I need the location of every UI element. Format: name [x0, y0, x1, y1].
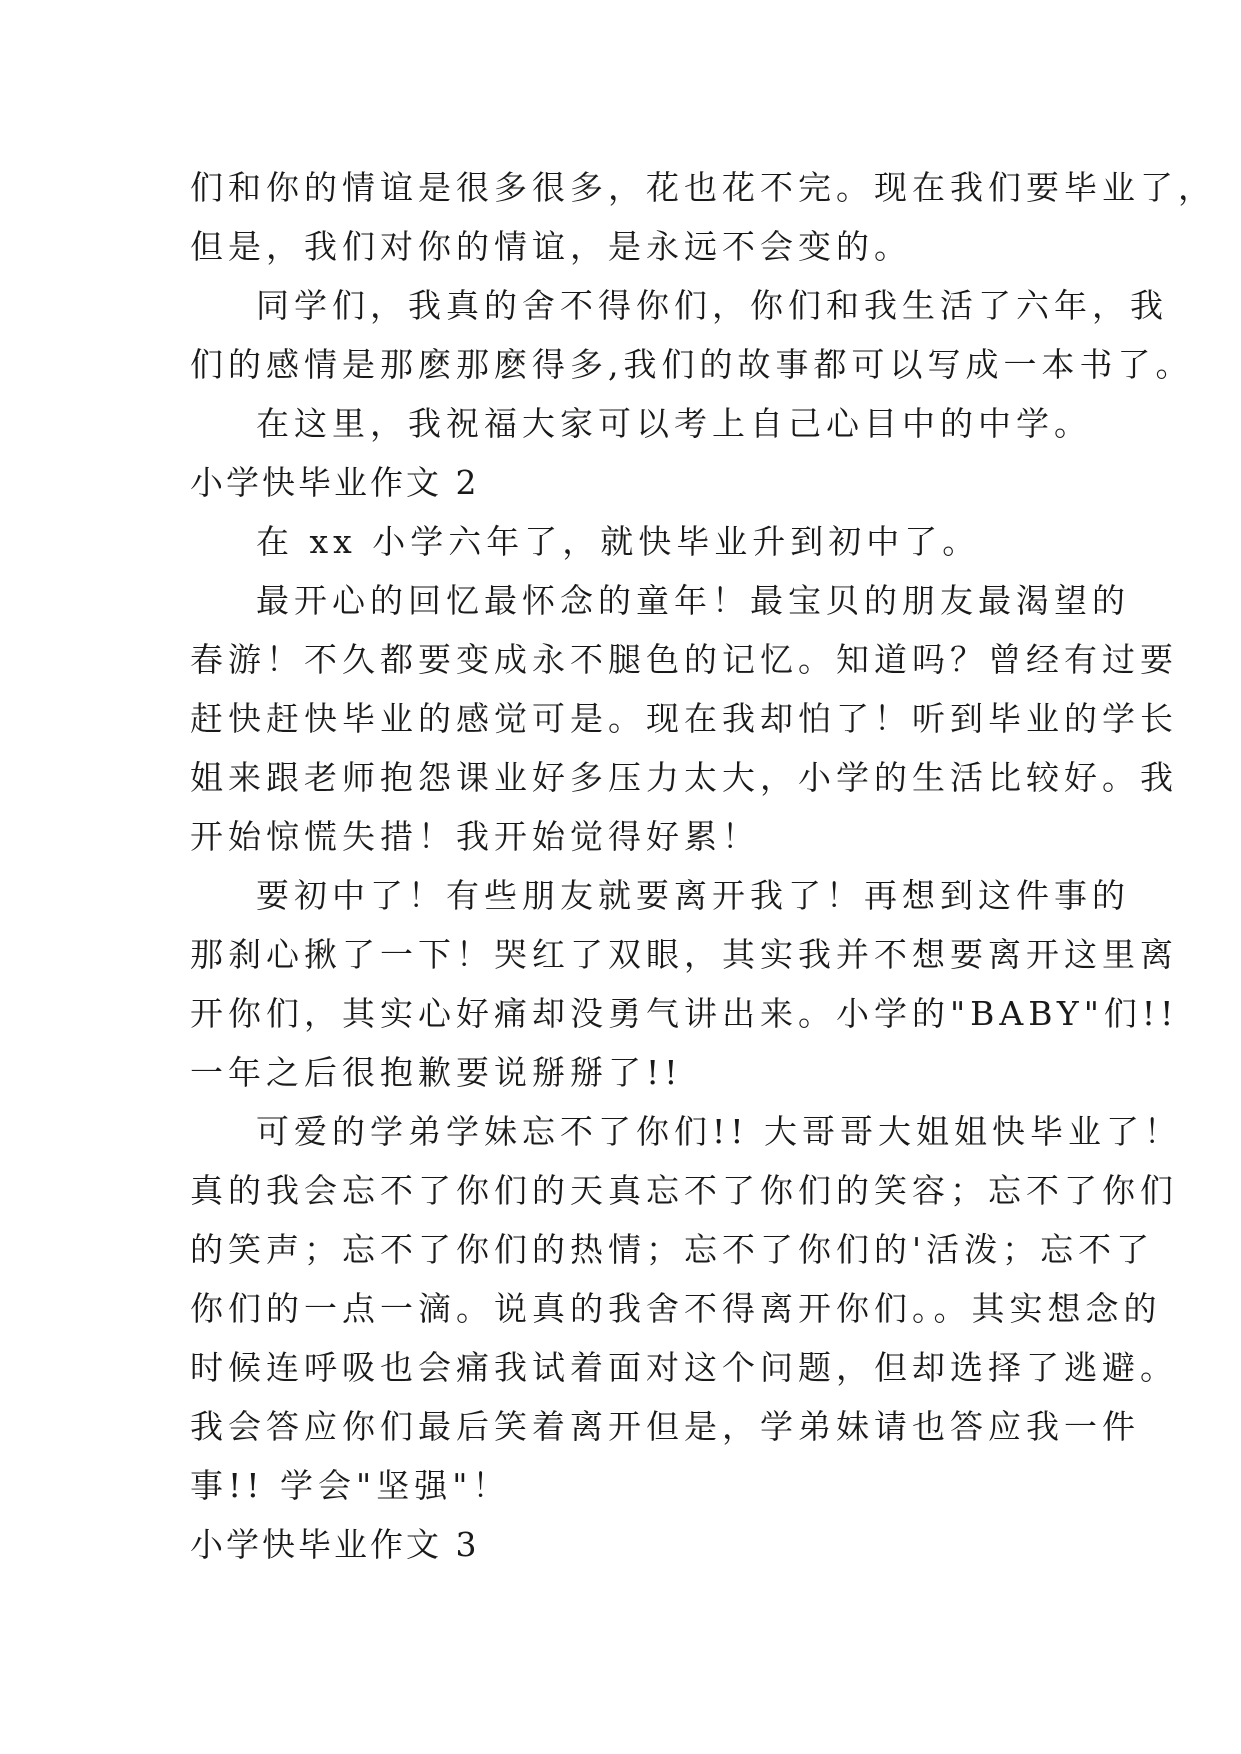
- document-body: [190, 158, 1216, 1574]
- text-line: 事!! 学会"坚强"！: [190, 1466, 511, 1505]
- text-line: 开你们，其实心好痛却没勇气讲出来。小学的"BABY"们!!: [190, 994, 1179, 1033]
- text-line: 那刹心揪了一下！哭红了双眼，其实我并不想要离开这里离: [190, 935, 1178, 974]
- text-line: 时候连呼吸也会痛我试着面对这个问题，但却选择了逃避。: [190, 1348, 1178, 1387]
- text-line: 但是，我们对你的情谊，是永远不会变的。: [190, 227, 912, 266]
- text-line: 真的我会忘不了你们的天真忘不了你们的笑容；忘不了你们: [190, 1171, 1178, 1210]
- text-line: 在 xx 小学六年了，就快毕业升到初中了。: [256, 522, 981, 561]
- section-heading: 小学快毕业作文 3: [190, 1525, 480, 1564]
- text-line: 我会答应你们最后笑着离开但是，学弟妹请也答应我一件: [190, 1407, 1140, 1446]
- text-line: 的笑声；忘不了你们的热情；忘不了你们的'活泼；忘不了: [190, 1230, 1155, 1269]
- text-line: 一年之后很抱歉要说掰掰了!!: [190, 1053, 683, 1092]
- section-heading: 小学快毕业作文 2: [190, 463, 480, 502]
- text-line: 要初中了！有些朋友就要离开我了！再想到这件事的: [256, 876, 1130, 915]
- text-line: 最开心的回忆最怀念的童年！最宝贝的朋友最渴望的: [256, 581, 1130, 620]
- text-line: 们和你的情谊是很多很多，花也花不完。现在我们要毕业了，: [190, 168, 1216, 207]
- text-line: 同学们，我真的舍不得你们，你们和我生活了六年，我: [256, 286, 1168, 325]
- text-line: 在这里，我祝福大家可以考上自己心目中的中学。: [256, 404, 1092, 443]
- text-line: 们的感情是那麽那麽得多,我们的故事都可以写成一本书了。: [190, 345, 1194, 384]
- text-line: 春游！不久都要变成永不腿色的记忆。知道吗？曾经有过要: [190, 640, 1178, 679]
- text-line: 你们的一点一滴。说真的我舍不得离开你们。。其实想念的: [190, 1289, 1162, 1328]
- text-line: 姐来跟老师抱怨课业好多压力太大，小学的生活比较好。我: [190, 758, 1178, 797]
- text-line: 赶快赶快毕业的感觉可是。现在我却怕了！听到毕业的学长: [190, 699, 1178, 738]
- text-line: 开始惊慌失措！我开始觉得好累！: [190, 817, 760, 856]
- text-line: 可爱的学弟学妹忘不了你们!! 大哥哥大姐姐快毕业了！: [256, 1112, 1183, 1151]
